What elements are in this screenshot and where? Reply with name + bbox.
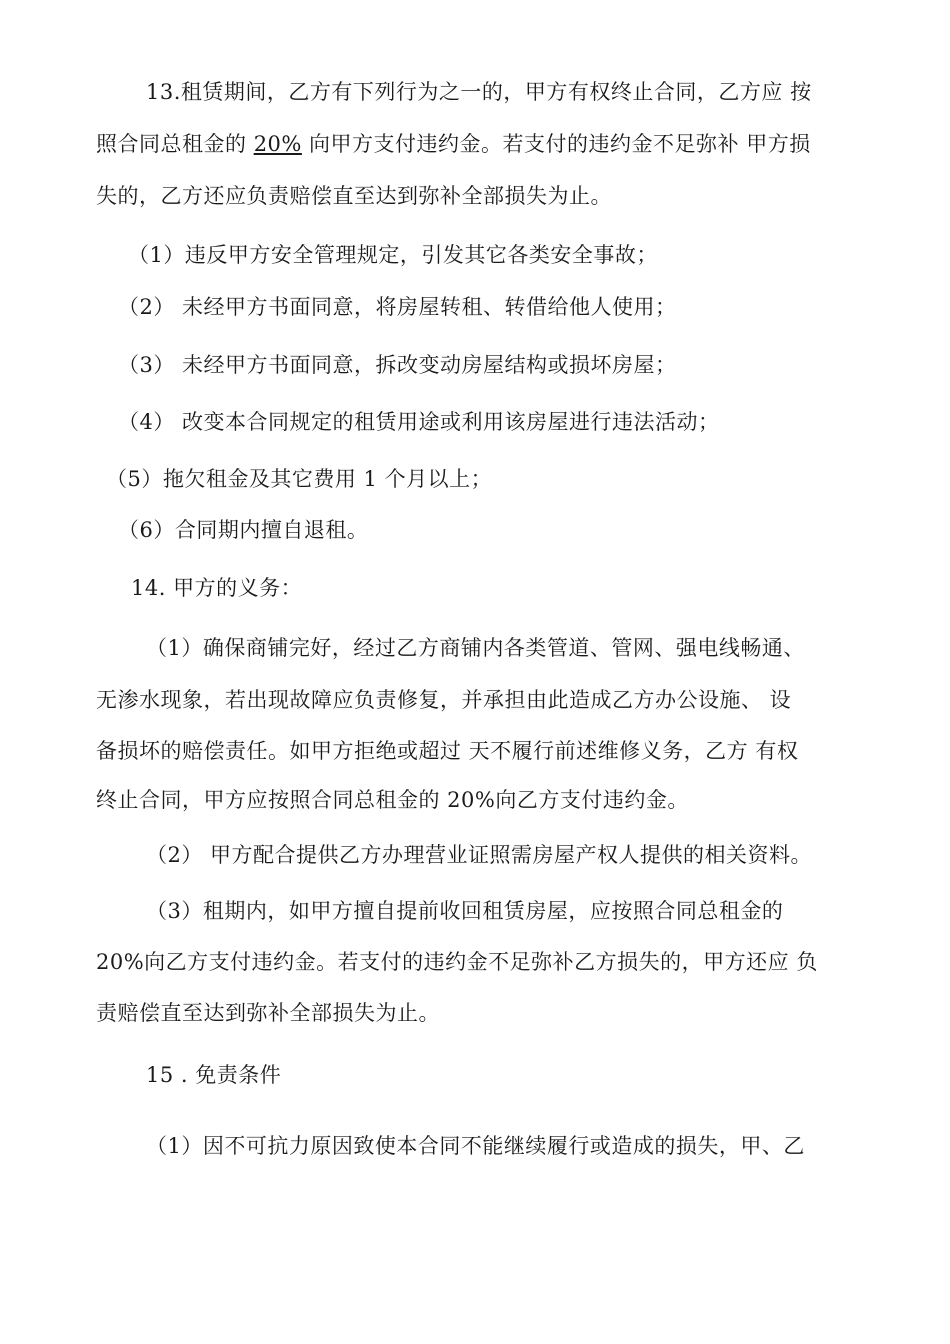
- clause-13-item-6: （6）合同期内擅自退租。: [118, 518, 369, 542]
- clause-13-line-1: 13.租赁期间，乙方有下列行为之一的，甲方有权终止合同，乙方应 按: [146, 80, 812, 104]
- clause-14-item-3-line-1: （3）租期内，如甲方擅自提前收回租赁房屋，应按照合同总租金的: [146, 899, 784, 923]
- penalty-percentage: 20%: [253, 132, 302, 156]
- clause-13-item-5: （5）拖欠租金及其它费用 1 个月以上；: [106, 467, 493, 491]
- clause-14-item-3-line-2: 20%向乙方支付违约金。若支付的违约金不足弥补乙方损失的，甲方还应 负: [96, 950, 818, 974]
- clause-14-item-1-line-2: 无渗水现象，若出现故障应负责修复，并承担由此造成乙方办公设施、 设: [96, 688, 792, 712]
- clause-14-item-2: （2） 甲方配合提供乙方办理营业证照需房屋产权人提供的相关资料。: [146, 843, 813, 867]
- clause-13-line-3: 失的，乙方还应负责赔偿直至达到弥补全部损失为止。: [96, 184, 612, 208]
- clause-14-heading: 14. 甲方的义务：: [131, 576, 303, 600]
- clause-14-item-1-line-3: 备损坏的赔偿责任。如甲方拒绝或超过 天不履行前述维修义务，乙方 有权: [96, 739, 799, 763]
- clause-13-item-2: （2） 未经甲方书面同意，将房屋转租、转借给他人使用；: [118, 295, 677, 319]
- clause-13-item-3: （3） 未经甲方书面同意，拆改变动房屋结构或损坏房屋；: [118, 353, 677, 377]
- clause-13-line-2-pre: 照合同总租金的: [96, 132, 254, 156]
- clause-13-item-4: （4） 改变本合同规定的租赁用途或利用该房屋进行违法活动；: [118, 410, 720, 434]
- clause-13-item-1: （1）违反甲方安全管理规定，引发其它各类安全事故；: [128, 243, 658, 267]
- clause-15-heading: 15 . 免责条件: [146, 1063, 282, 1087]
- clause-15-item-1: （1）因不可抗力原因致使本合同不能继续履行或造成的损失，甲、乙: [146, 1134, 805, 1158]
- clause-13-line-2-post: 向甲方支付违约金。若支付的违约金不足弥补 甲方损: [301, 132, 811, 156]
- clause-14-item-3-line-3: 责赔偿直至达到弥补全部损失为止。: [96, 1001, 440, 1025]
- clause-14-item-1-line-1: （1）确保商铺完好，经过乙方商铺内各类管道、管网、强电线畅通、: [146, 636, 805, 660]
- clause-14-item-1-line-4: 终止合同，甲方应按照合同总租金的 20%向乙方支付违约金。: [96, 788, 689, 812]
- clause-13-line-2: [96, 129, 811, 159]
